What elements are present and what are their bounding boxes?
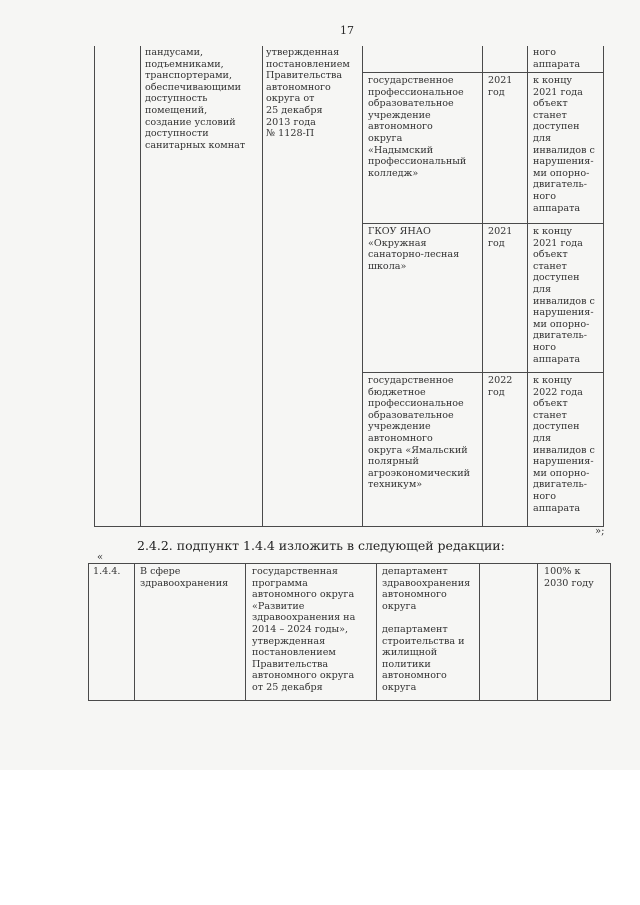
table1-divider <box>262 46 263 526</box>
table1-row-line <box>362 223 604 224</box>
org-text: ГКОУ ЯНАО «Окружная санаторно-лесная школа» <box>368 226 460 272</box>
table1-divider <box>527 46 528 526</box>
org-text: государственное бюджетное профессиональное образовательное учреждение автономного округа «Ямальский полярный агроэкономический техникум» <box>368 375 471 491</box>
table1-row-line <box>362 72 604 73</box>
table1-border-left <box>94 46 95 526</box>
table2-divider <box>537 563 538 701</box>
table1-divider <box>140 46 141 526</box>
page-bottom-margin <box>0 770 640 905</box>
result-text: к концу 2021 года объект станет доступен для инвалидов с нарушения- ми опорно- двигатель- ного аппарата <box>533 75 595 214</box>
sphere-text: В сфере здравоохранения <box>140 566 229 589</box>
table1-row-line <box>362 372 604 373</box>
result-text: к концу 2021 года объект станет доступен для инвалидов с нарушения- ми опорно- двигатель- ного аппарата <box>533 226 595 365</box>
table2-border-right <box>610 563 611 701</box>
table2-divider <box>134 563 135 701</box>
table2-border-top <box>88 563 611 564</box>
year-text: 2021 год <box>488 75 513 98</box>
program-text: государственная программа автономного округа «Развитие здравоохранения на 2014 – 2024 годы», утвержденная постановлением Правительства автономного округа от 25 декабря <box>252 566 356 693</box>
table2-border-left <box>88 563 89 701</box>
closing-quote: »; <box>595 526 605 537</box>
year-text: 2022 год <box>488 375 513 398</box>
result-text: к концу 2022 года объект станет доступен для инвалидов с нарушения- ми опорно- двигатель- ного аппарата <box>533 375 595 514</box>
table1-divider <box>482 46 483 526</box>
table2-divider <box>245 563 246 701</box>
table1-divider <box>362 46 363 526</box>
executors-text: департамент здравоохранения автономного округа департамент строительства и жилищной политики автономного округа <box>382 566 471 693</box>
item-number: 1.4.4. <box>93 566 121 577</box>
program-text: утвержденная постановлением Правительства автономного округа от 25 декабря 2013 года № 1128-П <box>266 47 350 140</box>
table2-divider <box>376 563 377 701</box>
target-text: 100% к 2030 году <box>544 566 594 589</box>
table2-divider <box>479 563 480 701</box>
measure-text: пандусами, подъемниками, транспортерами, обеспечивающими доступность помещений, создание условий доступности санитарных комнат <box>145 47 246 151</box>
table1-border-bottom <box>94 526 604 527</box>
opening-quote: « <box>97 552 104 563</box>
table1-border-right <box>603 46 604 526</box>
table2-border-bottom <box>88 700 611 701</box>
result-text: ного аппарата <box>533 47 581 70</box>
year-text: 2021 год <box>488 226 513 249</box>
org-text: государственное профессиональное образовательное учреждение автономного округа «Надымский профессиональный колледж» <box>368 75 467 179</box>
amendment-paragraph: 2.4.2. подпункт 1.4.4 изложить в следующей редакции: <box>137 538 505 553</box>
page-number: 17 <box>340 24 354 37</box>
